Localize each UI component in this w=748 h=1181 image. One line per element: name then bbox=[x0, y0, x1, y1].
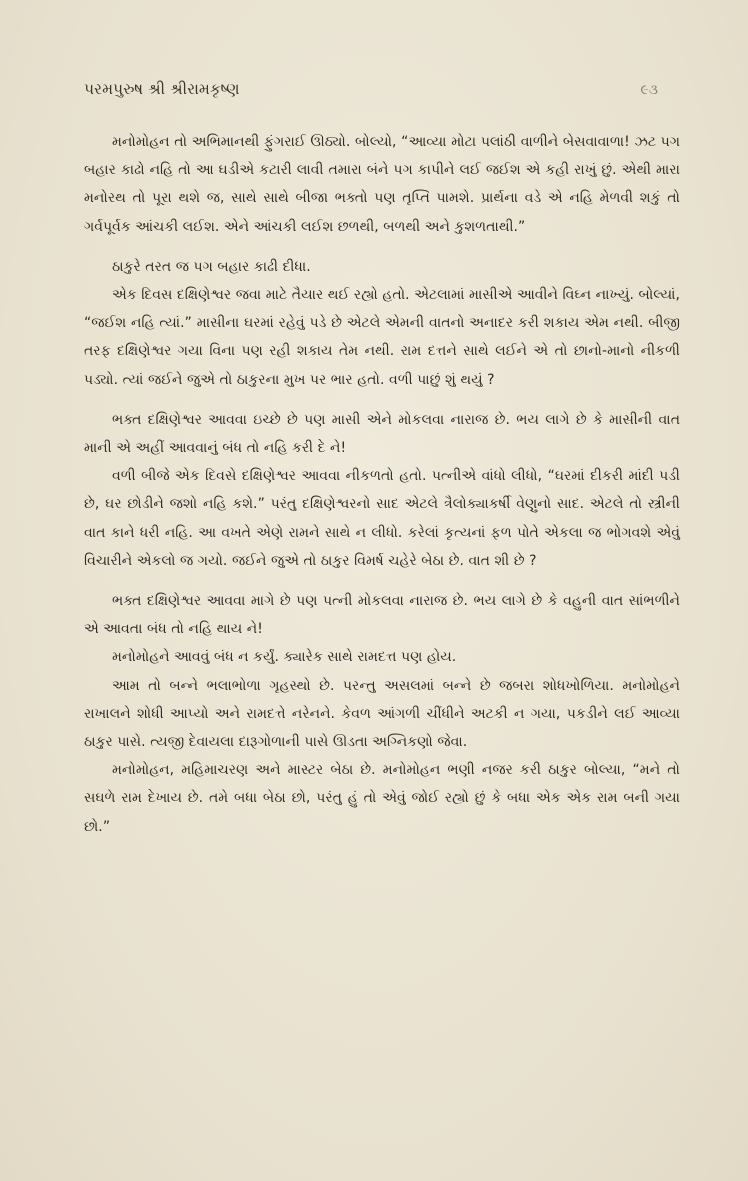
paragraph: વળી બીજે એક દિવસે દક્ષિણેશ્વર આવવા નીકળતો હતો. પત્નીએ વાંધો લીધો, “ઘરમાં દીકરી માંદી પડી છે, ઘર છોડીને જશો નહિ કશે.” પરંતુ દક્ષિણેશ્વરનો સાદ એટલે ત્રૈલોક્યાકર્ષી વેણુનો સાદ. એટલે તો સ્ત્રીની વાત કાને ધરી નહિ. આ વખતે એણે રામને સાથે ન લીધો. કરેલાં કૃત્યનાં ફળ પોતે એકલા જ ભોગવશે એવું વિચારીને એકલો જ ગયો. જઈને જુએ તો ઠાકુર વિમર્ષ ચહેરે બેઠા છે. વાત શી છે ? bbox=[84, 468, 680, 569]
paragraph: એક દિવસ દક્ષિણેશ્વર જવા માટે તૈયાર થઈ રહ્યો હતો. એટલામાં માસીએ આવીને વિઘ્ન નાખ્યું. બોલ્યાં, “જઈશ નહિ ત્યાં.” માસીના ઘરમાં રહેવું પડે છે એટલે એમની વાતનો અનાદર કરી શકાય એમ નથી. બીજી તરફ દક્ષિણેશ્વર ગયા વિના પણ રહી શકાય તેમ નથી. રામ દત્તને સાથે લઈને એ તો છાનો-માનો નીકળી પડ્યો. ત્યાં જઈને જુએ તો ઠાકુરના મુખ પર ભાર હતો. વળી પાછું શું થયું ? bbox=[84, 287, 680, 388]
paragraph: આમ તો બન્ને ભલાભોળા ગૃહસ્થો છે. પરન્તુ અસલમાં બન્ને છે જબરા શોધખોળિયા. મનોમોહને રાખાલને શોધી આપ્યો અને રામદત્તે નરેનને. કેવળ આંગળી ચીંધીને અટકી ન ગયા, પકડીને લઈ આવ્યા ઠાકુર પાસે. ત્યજી દેવાયલા દારૂગોળાની પાસે ઊડતા અગ્નિકણો જેવા. bbox=[84, 677, 680, 751]
paragraph: ઠાકુરે તરત જ પગ બહાર કાઢી દીધા. bbox=[112, 258, 311, 275]
paragraph: ભક્ત દક્ષિણેશ્વર આવવા ઇચ્છે છે પણ માસી એને મોકલવા નારાજ છે. ભય લાગે છે કે માસીની વાત માની એ અહીં આવવાનું બંધ તો નહિ કરી દે ને! bbox=[84, 411, 680, 457]
paragraph: ભક્ત દક્ષિણેશ્વર આવવા માગે છે પણ પત્ની મોકલવા નારાજ છે. ભય લાગે છે કે વહુની વાત સાંભળીને એ આવતા બંધ તો નહિ થાય ને! bbox=[84, 593, 680, 638]
paragraph: મનોમોહન, મહિમાચરણ અને માસ્ટર બેઠા છે. મનોમોહન ભણી નજર કરી ઠાકુર બોલ્યા, “મને તો સઘળે રામ દેખાય છે. તમે બધા બેઠા છો, પરંતુ હું તો એવું જોઈ રહ્યો છું કે બધા એક એક રામ બની ગયા છો.” bbox=[84, 762, 680, 835]
page-number: ૯૩ bbox=[640, 82, 658, 98]
body-text bbox=[84, 128, 680, 841]
running-title: પરમપુરુષ શ્રી શ્રીરામકૃષ્ણ bbox=[84, 80, 240, 98]
running-head bbox=[84, 80, 658, 99]
paragraph: મનોમોહને આવવું બંધ ન કર્યું. ક્યારેક સાથે રામદત્ત પણ હોય. bbox=[112, 649, 457, 666]
paragraph: મનોમોહન તો અભિમાનથી ફુંગરાઈ ઊઠ્યો. બોલ્યો, “આવ્યા મોટા પલાંઠી વાળીને બેસવાવાળા! ઝટ પગ બહાર કાઢો નહિ તો આ ઘડીએ કટારી લાવી તમારા બંને પગ કાપીને લઈ જઈશ એ કહી રાખું છું. એથી મારા મનોરથ તો પૂરા થશે જ, સાથે સાથે બીજા ભક્તો પણ તૃપ્તિ પામશે. પ્રાર્થના વડે એ નહિ મેળવી શકું તો ગર્વપૂર્વક આંચકી લઈશ. એને આંચકી લઈશ છળથી, બળથી અને કુશળતાથી.” bbox=[84, 134, 680, 235]
